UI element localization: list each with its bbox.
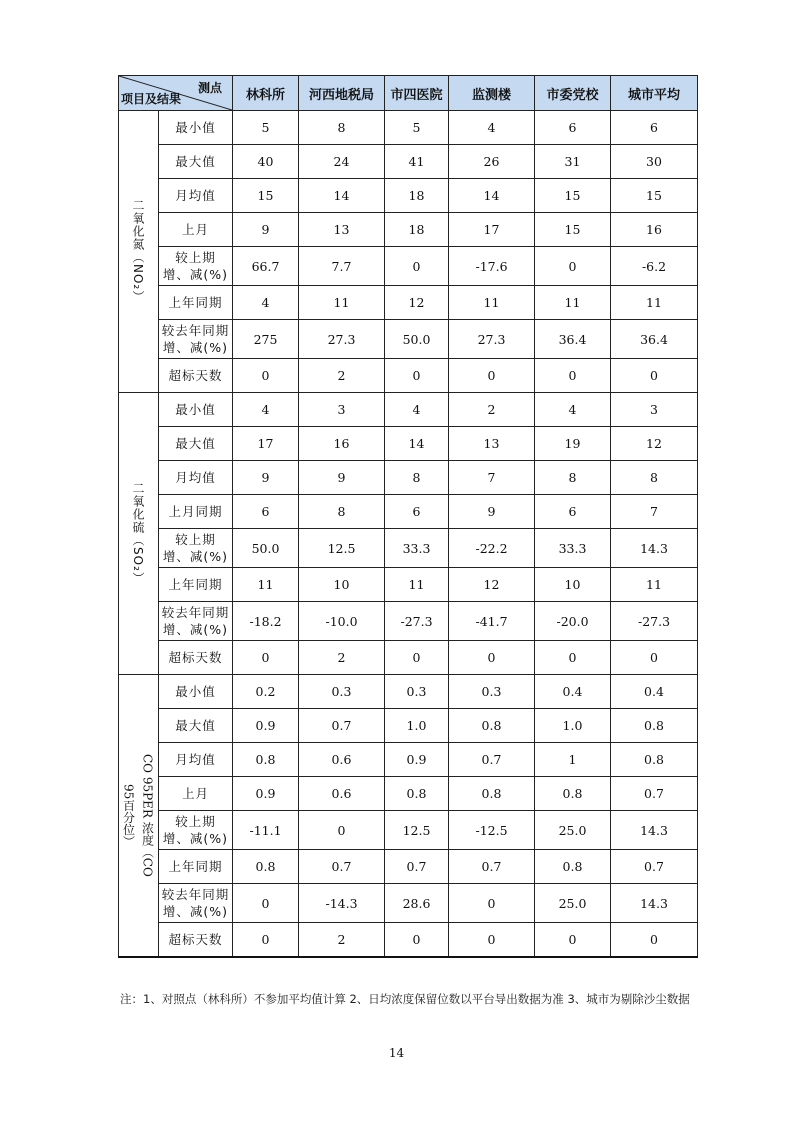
value-cell: 8 (385, 461, 449, 495)
table-row (119, 641, 698, 675)
value-cell: 0 (385, 923, 449, 958)
value-cell: 0.7 (611, 850, 698, 884)
metric-label-line: 最大值 (175, 718, 216, 733)
value-cell: 2 (299, 359, 385, 393)
value-cell: 0 (535, 923, 611, 958)
value-cell: 33.3 (535, 529, 611, 568)
metric-label (159, 393, 233, 427)
value-cell: 14 (449, 179, 535, 213)
value-cell: 36.4 (535, 320, 611, 359)
value-cell: 6 (385, 495, 449, 529)
value-cell: 275 (233, 320, 299, 359)
value-cell: 0.7 (385, 850, 449, 884)
value-cell: 10 (299, 568, 385, 602)
value-cell: 24 (299, 145, 385, 179)
value-cell: 15 (611, 179, 698, 213)
table-row (119, 359, 698, 393)
metric-label (159, 320, 233, 359)
value-cell: 0.3 (299, 675, 385, 709)
value-cell: 0 (449, 923, 535, 958)
metric-label (159, 427, 233, 461)
table-row (119, 179, 698, 213)
value-cell: 4 (535, 393, 611, 427)
table-row (119, 495, 698, 529)
value-cell: 0.9 (385, 743, 449, 777)
value-cell: 0 (233, 923, 299, 958)
metric-label-line: 较去年同期 (161, 605, 230, 620)
page-number: 14 (388, 1046, 405, 1060)
value-cell: 0.8 (611, 709, 698, 743)
table-row (119, 529, 698, 568)
value-cell: 15 (535, 213, 611, 247)
value-cell: -14.3 (299, 884, 385, 923)
value-cell: 8 (611, 461, 698, 495)
site-header: 城市平均 (611, 76, 698, 111)
value-cell: 0.8 (449, 709, 535, 743)
value-cell: 9 (233, 213, 299, 247)
value-cell: -22.2 (449, 529, 535, 568)
value-cell: 15 (535, 179, 611, 213)
metric-label-line: 增、减(%) (162, 549, 229, 564)
metric-label-line: 最小值 (175, 684, 216, 699)
value-cell: 4 (233, 286, 299, 320)
value-cell: 0.7 (299, 850, 385, 884)
value-cell: 33.3 (385, 529, 449, 568)
value-cell: 7 (449, 461, 535, 495)
value-cell: -6.2 (611, 247, 698, 286)
value-cell: 6 (233, 495, 299, 529)
value-cell: 16 (299, 427, 385, 461)
value-cell: 11 (385, 568, 449, 602)
metric-label-line: 超标天数 (168, 368, 223, 383)
value-cell: 0 (611, 641, 698, 675)
metric-label-line: 上月 (181, 786, 209, 801)
value-cell: 66.7 (233, 247, 299, 286)
value-cell: 0 (233, 359, 299, 393)
metric-label (159, 359, 233, 393)
value-cell: 8 (535, 461, 611, 495)
value-cell: 27.3 (299, 320, 385, 359)
value-cell: 1 (535, 743, 611, 777)
table-row (119, 286, 698, 320)
site-header: 市委党校 (535, 76, 611, 111)
metric-label-line: 增、减(%) (162, 340, 229, 355)
value-cell: 9 (449, 495, 535, 529)
metric-label (159, 641, 233, 675)
value-cell: 8 (299, 495, 385, 529)
value-cell: -41.7 (449, 602, 535, 641)
value-cell: 0.9 (233, 709, 299, 743)
value-cell: 5 (385, 111, 449, 145)
table-row (119, 427, 698, 461)
table-row (119, 709, 698, 743)
pollutant-name: 二氧化硫（SO₂） (131, 482, 145, 585)
value-cell: 25.0 (535, 884, 611, 923)
table-row (119, 111, 698, 145)
metric-label (159, 884, 233, 923)
pollutant-name-line: 95百分位） (121, 783, 136, 848)
site-header: 河西地税局 (299, 76, 385, 111)
value-cell: 36.4 (611, 320, 698, 359)
metric-label-line: 月均值 (175, 752, 216, 767)
site-header: 市四医院 (385, 76, 449, 111)
value-cell: 26 (449, 145, 535, 179)
value-cell: -11.1 (233, 811, 299, 850)
metric-label-line: 上年同期 (168, 295, 223, 310)
value-cell: 15 (233, 179, 299, 213)
value-cell: 0.8 (233, 743, 299, 777)
value-cell: 3 (611, 393, 698, 427)
value-cell: 16 (611, 213, 698, 247)
value-cell: 0 (611, 359, 698, 393)
value-cell: 14.3 (611, 529, 698, 568)
metric-label-line: 上月同期 (168, 504, 223, 519)
metric-label (159, 568, 233, 602)
metric-label (159, 247, 233, 286)
value-cell: 0 (449, 641, 535, 675)
value-cell: 0.9 (233, 777, 299, 811)
value-cell: 0.8 (385, 777, 449, 811)
value-cell: 28.6 (385, 884, 449, 923)
metric-label-line: 月均值 (175, 470, 216, 485)
value-cell: 1.0 (385, 709, 449, 743)
table-row (119, 247, 698, 286)
pollutant-group-label (119, 675, 159, 958)
value-cell: 11 (299, 286, 385, 320)
value-cell: 1.0 (535, 709, 611, 743)
site-header: 监测楼 (449, 76, 535, 111)
value-cell: 0 (233, 641, 299, 675)
value-cell: -17.6 (449, 247, 535, 286)
metric-label-line: 增、减(%) (162, 622, 229, 637)
value-cell: 4 (449, 111, 535, 145)
value-cell: 0.4 (611, 675, 698, 709)
value-cell: 7 (611, 495, 698, 529)
metric-label (159, 179, 233, 213)
metric-label-line: 超标天数 (168, 650, 223, 665)
value-cell: 0.7 (299, 709, 385, 743)
metric-label (159, 675, 233, 709)
value-cell: 7.7 (299, 247, 385, 286)
value-cell: 5 (233, 111, 299, 145)
metric-label (159, 923, 233, 958)
metric-label (159, 529, 233, 568)
value-cell: 0 (385, 247, 449, 286)
value-cell: 50.0 (385, 320, 449, 359)
value-cell: 0.8 (535, 777, 611, 811)
table-header-row (119, 76, 698, 111)
pollutant-group-label (119, 393, 159, 675)
value-cell: 17 (449, 213, 535, 247)
value-cell: 11 (233, 568, 299, 602)
table-row (119, 568, 698, 602)
value-cell: 14 (299, 179, 385, 213)
value-cell: 4 (385, 393, 449, 427)
value-cell: 6 (611, 111, 698, 145)
value-cell: 4 (233, 393, 299, 427)
pollutant-name: 二氧化氮（NO₂） (131, 199, 145, 304)
table-footnote: 注：1、对照点（林科所）不参加平均值计算 2、日均浓度保留位数以平台导出数据为准 3、城市为剔除沙尘数据 (120, 992, 690, 1006)
value-cell: 12 (385, 286, 449, 320)
value-cell: 0 (535, 247, 611, 286)
metric-label (159, 811, 233, 850)
value-cell: 0 (535, 359, 611, 393)
value-cell: 2 (299, 641, 385, 675)
value-cell: 6 (535, 495, 611, 529)
value-cell: 11 (611, 568, 698, 602)
value-cell: 14 (385, 427, 449, 461)
value-cell: 0 (299, 811, 385, 850)
value-cell: 0 (449, 884, 535, 923)
value-cell: 2 (299, 923, 385, 958)
value-cell: 27.3 (449, 320, 535, 359)
metric-label-line: 月均值 (175, 188, 216, 203)
value-cell: 0 (611, 923, 698, 958)
metric-label (159, 461, 233, 495)
value-cell: 50.0 (233, 529, 299, 568)
value-cell: -20.0 (535, 602, 611, 641)
value-cell: -10.0 (299, 602, 385, 641)
corner-top-label: 测点 (197, 81, 222, 95)
value-cell: 9 (299, 461, 385, 495)
value-cell: 11 (449, 286, 535, 320)
value-cell: 12.5 (299, 529, 385, 568)
metric-label-line: 较去年同期 (161, 323, 230, 338)
table-row (119, 675, 698, 709)
value-cell: 0.8 (449, 777, 535, 811)
site-header: 林科所 (233, 76, 299, 111)
table-row (119, 777, 698, 811)
value-cell: 31 (535, 145, 611, 179)
metric-label-line: 增、减(%) (162, 831, 229, 846)
metric-label-line: 增、减(%) (162, 904, 229, 919)
table-row (119, 884, 698, 923)
value-cell: 18 (385, 213, 449, 247)
metric-label (159, 111, 233, 145)
value-cell: 0.6 (299, 743, 385, 777)
metric-label (159, 495, 233, 529)
value-cell: 0 (449, 359, 535, 393)
metric-label-line: 较上期 (175, 532, 216, 547)
table-row (119, 393, 698, 427)
value-cell: 0.2 (233, 675, 299, 709)
value-cell: 0.7 (449, 743, 535, 777)
metric-label (159, 602, 233, 641)
metric-label (159, 213, 233, 247)
value-cell: 30 (611, 145, 698, 179)
value-cell: 0.8 (535, 850, 611, 884)
value-cell: 0.3 (385, 675, 449, 709)
table-row (119, 743, 698, 777)
metric-label (159, 777, 233, 811)
table-row (119, 923, 698, 958)
value-cell: 12 (611, 427, 698, 461)
value-cell: 0.4 (535, 675, 611, 709)
metric-label-line: 增、减(%) (162, 267, 229, 282)
table-row (119, 145, 698, 179)
value-cell: 0.6 (299, 777, 385, 811)
table-row (119, 461, 698, 495)
metric-label-line: 上月 (181, 222, 209, 237)
table-row (119, 850, 698, 884)
value-cell: 18 (385, 179, 449, 213)
value-cell: -27.3 (611, 602, 698, 641)
table-row (119, 320, 698, 359)
value-cell: 14.3 (611, 884, 698, 923)
metric-label-line: 最小值 (175, 402, 216, 417)
table-row (119, 602, 698, 641)
value-cell: 0.3 (449, 675, 535, 709)
value-cell: 17 (233, 427, 299, 461)
value-cell: -12.5 (449, 811, 535, 850)
table-row (119, 213, 698, 247)
table-body (119, 111, 698, 958)
metric-label-line: 最大值 (175, 436, 216, 451)
value-cell: 0 (385, 641, 449, 675)
value-cell: 12 (449, 568, 535, 602)
metric-label-line: 较上期 (175, 814, 216, 829)
metric-label-line: 上年同期 (168, 577, 223, 592)
value-cell: 13 (449, 427, 535, 461)
metric-label-line: 较去年同期 (161, 887, 230, 902)
value-cell: 2 (449, 393, 535, 427)
value-cell: 6 (535, 111, 611, 145)
value-cell: 25.0 (535, 811, 611, 850)
table-row (119, 811, 698, 850)
corner-header-cell (119, 76, 233, 111)
value-cell: 19 (535, 427, 611, 461)
metric-label (159, 743, 233, 777)
metric-label-line: 上年同期 (168, 859, 223, 874)
value-cell: 0 (385, 359, 449, 393)
metric-label (159, 709, 233, 743)
metric-label-line: 最大值 (175, 154, 216, 169)
value-cell: 11 (611, 286, 698, 320)
value-cell: 3 (299, 393, 385, 427)
value-cell: 0 (535, 641, 611, 675)
pollutant-name-line: CO 95PER 浓度（CO (140, 754, 155, 877)
value-cell: 9 (233, 461, 299, 495)
value-cell: 0.7 (611, 777, 698, 811)
value-cell: 40 (233, 145, 299, 179)
value-cell: 14.3 (611, 811, 698, 850)
pollutant-group-label (119, 111, 159, 393)
air-quality-table (118, 75, 698, 958)
value-cell: 11 (535, 286, 611, 320)
metric-label-line: 较上期 (175, 250, 216, 265)
metric-label-line: 最小值 (175, 120, 216, 135)
metric-label (159, 286, 233, 320)
value-cell: 0 (233, 884, 299, 923)
metric-label (159, 145, 233, 179)
value-cell: 0.8 (611, 743, 698, 777)
value-cell: 10 (535, 568, 611, 602)
value-cell: 0.8 (233, 850, 299, 884)
metric-label-line: 超标天数 (168, 932, 223, 947)
value-cell: 8 (299, 111, 385, 145)
value-cell: 41 (385, 145, 449, 179)
corner-bottom-label: 项目及结果 (121, 92, 182, 106)
value-cell: -27.3 (385, 602, 449, 641)
value-cell: 12.5 (385, 811, 449, 850)
value-cell: 13 (299, 213, 385, 247)
value-cell: -18.2 (233, 602, 299, 641)
metric-label (159, 850, 233, 884)
value-cell: 0.7 (449, 850, 535, 884)
